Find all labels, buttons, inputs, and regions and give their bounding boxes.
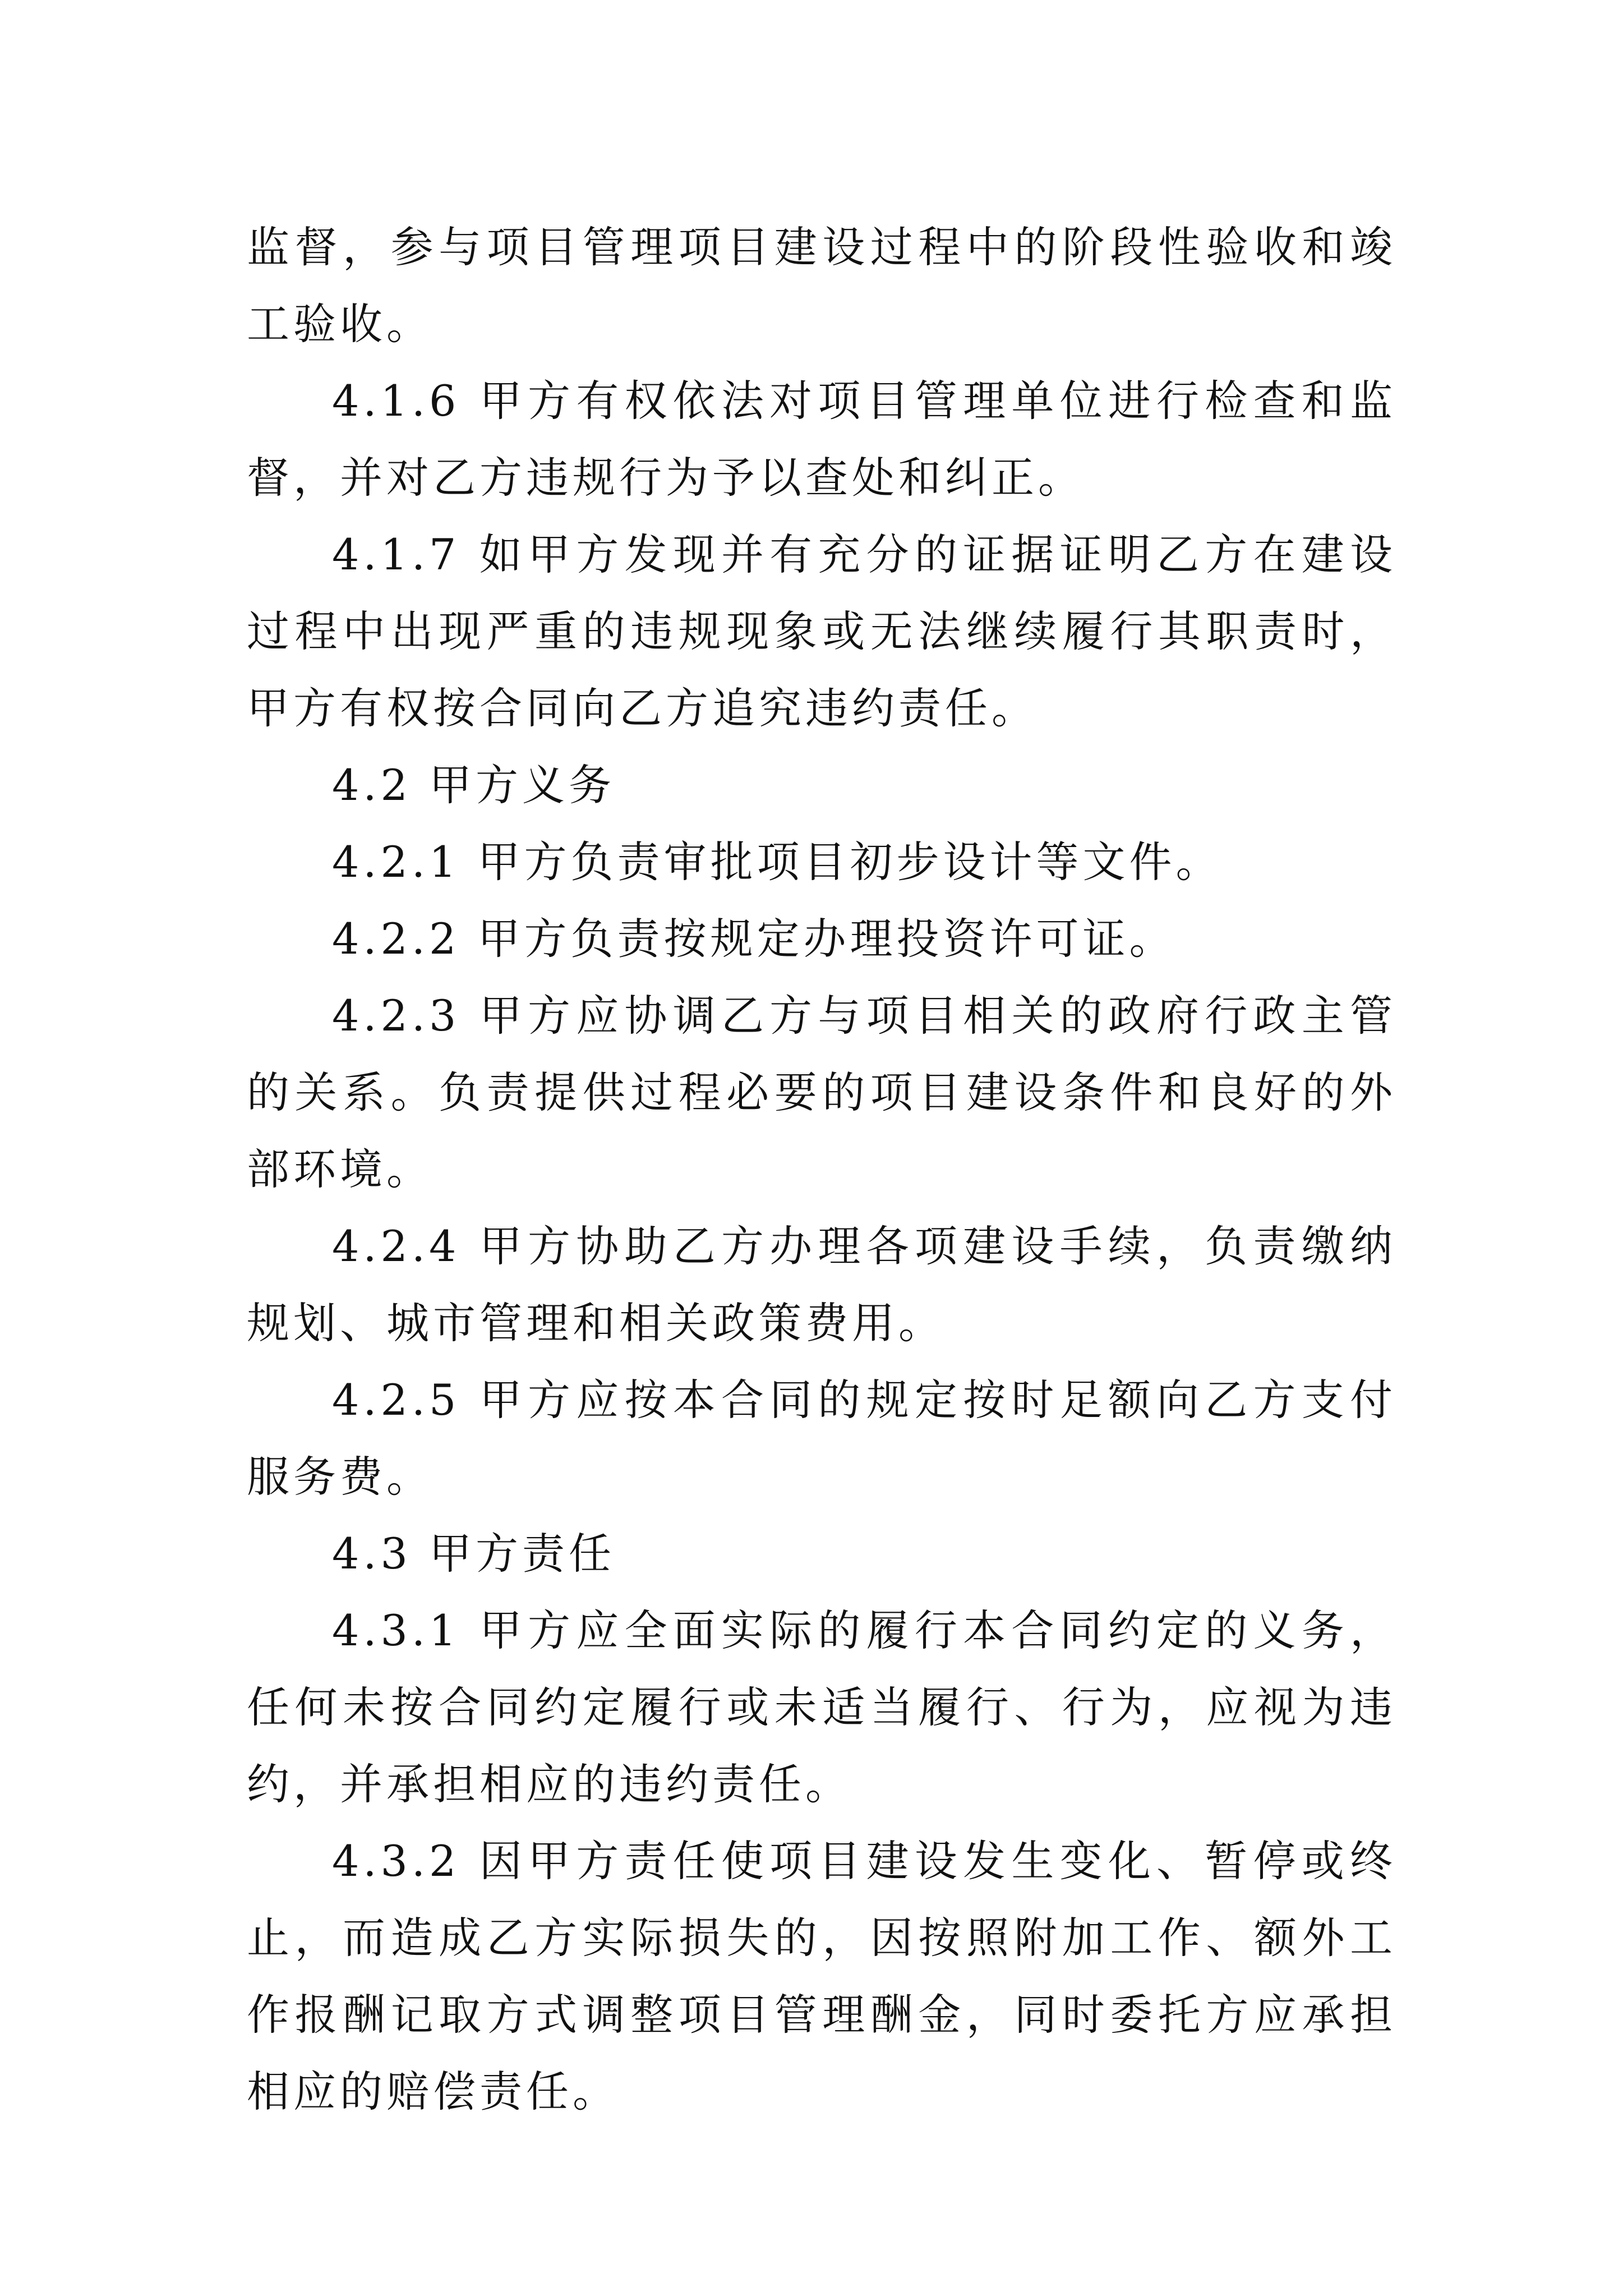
paragraph-4-3-1: 4.3.1 甲方应全面实际的履行本合同约定的义务，任何未按合同约定履行或未适当履行、行为，应视为违约，并承担相应的违约责任。	[247, 1605, 1396, 1809]
paragraph-4-2-5: 4.2.5 甲方应按本合同的规定按时足额向乙方支付服务费。	[247, 1375, 1396, 1502]
heading-4-3: 4.3 甲方责任	[332, 1529, 616, 1579]
paragraph-4-1-6: 4.1.6 甲方有权依法对项目管理单位进行检查和监督，并对乙方违规行为予以查处和纠正。	[247, 376, 1396, 503]
paragraph-4-3-2: 4.3.2 因甲方责任使项目建设发生变化、暂停或终止，而造成乙方实际损失的，因按照附加工作、额外工作报酬记取方式调整项目管理酬金，同时委托方应承担相应的赔偿责任。	[247, 1836, 1396, 2116]
heading-4-2: 4.2 甲方义务	[332, 760, 616, 810]
paragraph-continuation: 监督，参与项目管理项目建设过程中的阶段性验收和竣工验收。	[247, 222, 1396, 349]
paragraph-4-2-2: 4.2.2 甲方负责按规定办理投资许可证。	[332, 914, 1176, 964]
paragraph-4-2-3: 4.2.3 甲方应协调乙方与项目相关的政府行政主管的关系。负责提供过程必要的项目建设条件和良好的外部环境。	[247, 991, 1396, 1194]
paragraph-4-2-4: 4.2.4 甲方协助乙方办理各项建设手续，负责缴纳规划、城市管理和相关政策费用。	[247, 1221, 1396, 1348]
document-body	[247, 209, 1396, 2130]
paragraph-4-2-1: 4.2.1 甲方负责审批项目初步设计等文件。	[332, 837, 1223, 887]
paragraph-4-1-7: 4.1.7 如甲方发现并有充分的证据证明乙方在建设过程中出现严重的违规现象或无法继续履行其职责时，甲方有权按合同向乙方追究违约责任。	[247, 530, 1396, 733]
